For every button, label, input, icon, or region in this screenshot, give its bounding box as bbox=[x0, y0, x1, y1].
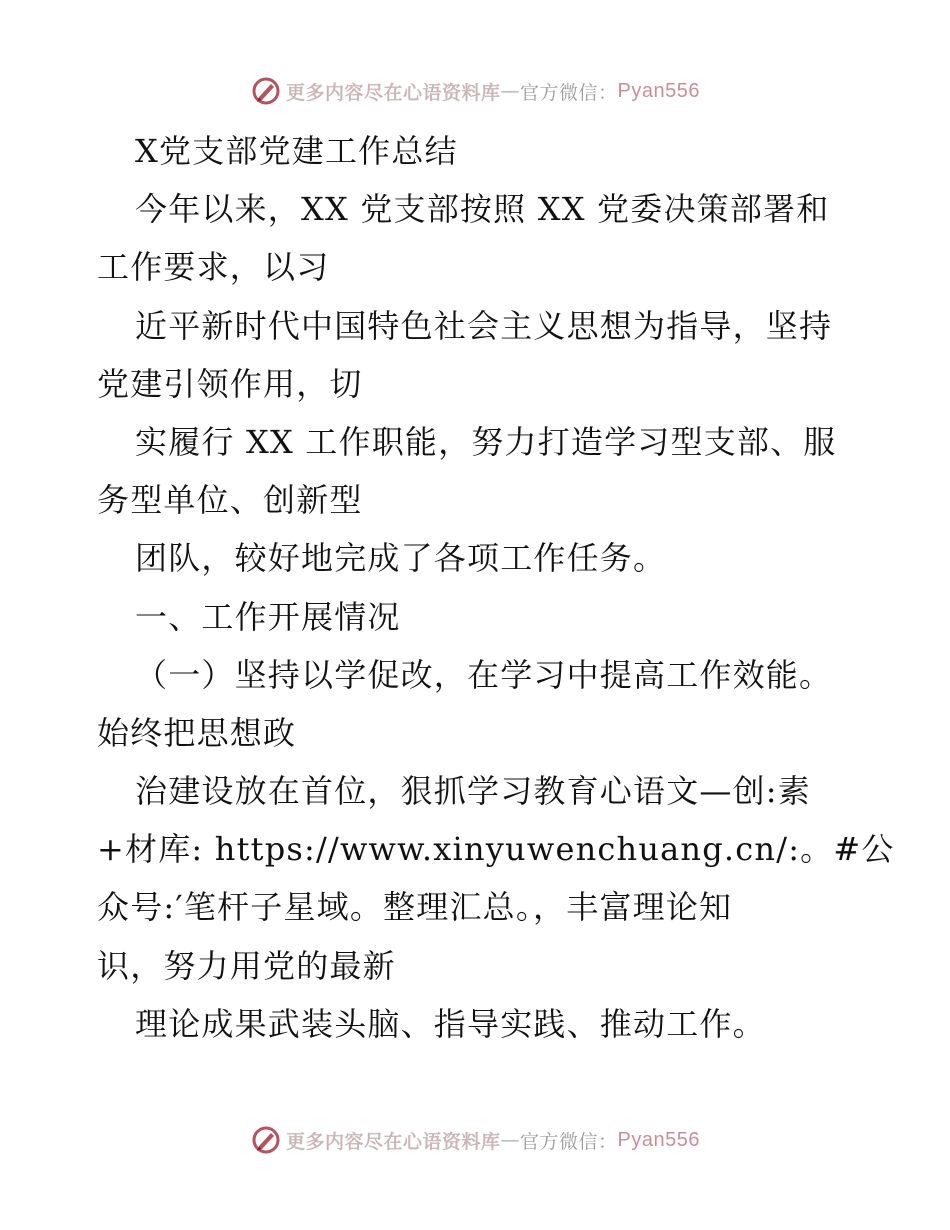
document-body bbox=[97, 122, 895, 1053]
text-line: +材库: https://www.xinyuwenchuang.cn/:。#公 bbox=[97, 830, 895, 869]
watermark-separator: — bbox=[500, 1129, 521, 1151]
watermark-wechat-label: 官方微信： bbox=[520, 81, 618, 104]
text-line: 众号:′笔杆子星域。整理汇总。，丰富理论知 bbox=[97, 888, 733, 927]
text-line: 务型单位、创新型 bbox=[97, 481, 363, 520]
watermark-text: 更多内容尽在心语资料库 bbox=[286, 1130, 501, 1153]
section-heading: 一、工作开展情况 bbox=[135, 597, 401, 636]
text-line: 今年以来，XX 党支部按照 XX 党委决策部署和 bbox=[135, 190, 830, 229]
text-line: 工作要求，以习 bbox=[97, 248, 330, 287]
watermark-text: 更多内容尽在心语资料库 bbox=[286, 81, 501, 104]
watermark-wechat-label: 官方微信： bbox=[520, 1130, 618, 1153]
text-line: 实履行 XX 工作职能，努力打造学习型支部、服 bbox=[135, 422, 837, 461]
text-line: 党建引领作用，切 bbox=[97, 364, 363, 403]
text-line: 理论成果武装头脑、指导实践、推动工作。 bbox=[135, 1004, 766, 1043]
watermark-wechat-id: Pyan556 bbox=[617, 1128, 700, 1151]
text-line: 识，努力用党的最新 bbox=[97, 946, 396, 985]
text-line: 始终把思想政 bbox=[97, 713, 297, 752]
watermark-banner-top bbox=[0, 71, 950, 111]
text-line: 近平新时代中国特色社会主义思想为指导，坚持 bbox=[135, 306, 833, 345]
watermark-banner-bottom bbox=[0, 1120, 950, 1160]
pen-logo-icon bbox=[250, 75, 282, 107]
watermark-wechat-id: Pyan556 bbox=[617, 79, 700, 102]
text-line: 治建设放在首位，狠抓学习教育心语文—创:素 bbox=[135, 772, 811, 811]
watermark-separator: — bbox=[500, 80, 521, 102]
pen-logo-icon bbox=[250, 1124, 282, 1156]
document-title: X党支部党建工作总结 bbox=[135, 132, 458, 170]
text-line: 团队，较好地完成了各项工作任务。 bbox=[135, 539, 667, 578]
subsection-heading: （一）坚持以学促改，在学习中提高工作效能。 bbox=[135, 655, 833, 694]
